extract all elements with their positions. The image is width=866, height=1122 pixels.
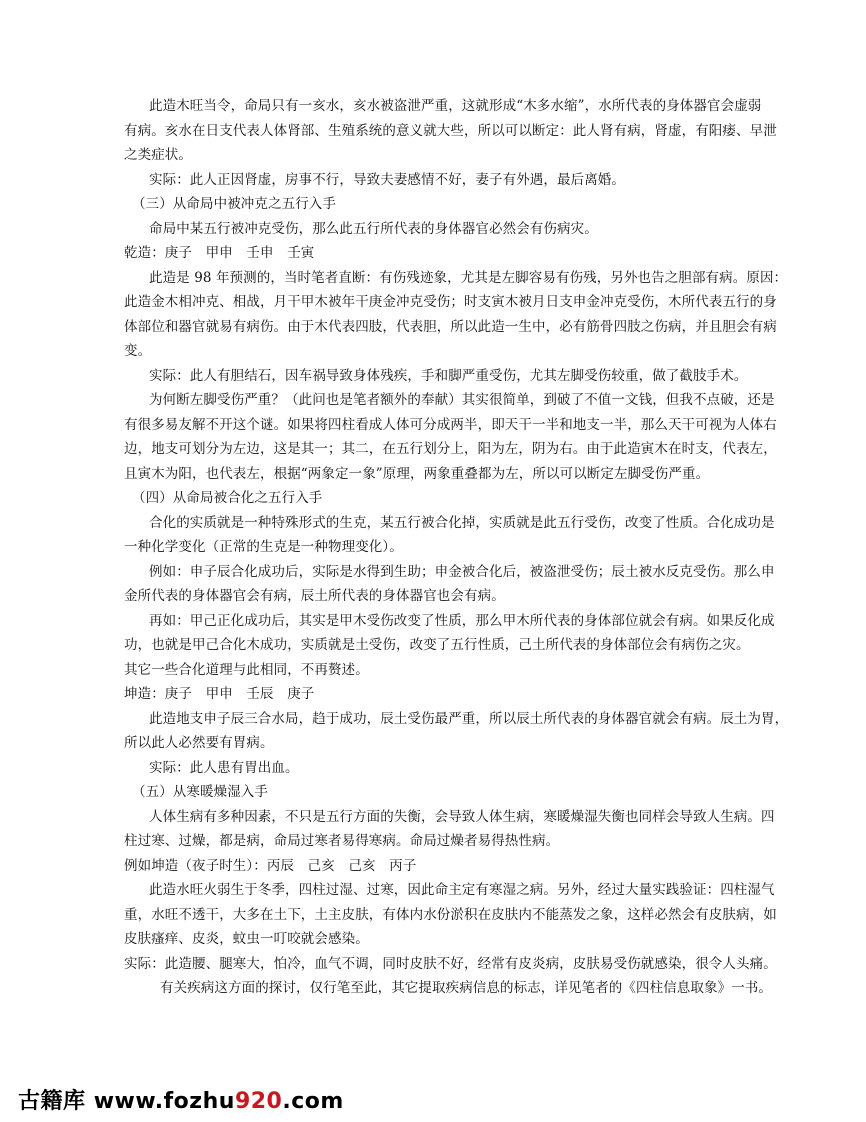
text-line: 一种化学变化（正常的生克是一种物理变化）。 <box>124 539 403 555</box>
site-watermark <box>18 1084 344 1115</box>
text-line: 命局中某五行被冲克受伤，那么此五行所代表的身体器官必然会有伤病灾。 <box>149 220 598 237</box>
text-line: 所以此人必然要有胃病。 <box>124 735 274 751</box>
text-line: 实际：此造腰、腿寒大，怕冷，血气不调，同时皮肤不好，经常有皮炎病，皮肤易受伤就感染，很令人头痛。 <box>124 955 777 972</box>
section-heading: （五）从寒暖燥湿入手 <box>132 784 268 800</box>
text-line: 人体生病有多种因素，不只是五行方面的失衡，会导致人体生病，寒暖燥湿失衡也同样会导致人生病。四 <box>149 808 775 825</box>
section-heading: （四）从命局被合化之五行入手 <box>132 490 323 506</box>
text-line: 金所代表的身体器官会有病，辰土所代表的身体器官也会有病。 <box>124 588 505 604</box>
text-line: 例如：申子辰合化成功后，实际是水得到生助；申金被合化后，被盗泄受伤；辰土被水反克受伤。那么申 <box>149 563 775 580</box>
section-heading: （三）从命局中被冲克之五行入手 <box>132 196 336 212</box>
text-line: 实际：此人有胆结石，因车祸导致身体残疾，手和脚严重受伤，尤其左脚受伤较重，做了截肢手术。 <box>149 367 748 384</box>
text-line: 其它一些合化道理与此相同，不再赘述。 <box>124 661 369 678</box>
text-line: 为何断左脚受伤严重？（此问也是笔者额外的奉献）其实很简单，到破了不值一文钱，但我不点破，还是 <box>149 392 775 408</box>
text-line: 坤造：庚子 甲申 壬辰 庚子 <box>124 686 315 702</box>
text-line: 之类症状。 <box>124 147 192 163</box>
text-line: 实际：此人患有胃出血。 <box>149 759 299 776</box>
text-line: 边，地支可划分为左边，这是其一；其二，在五行划分上，阳为左，阴为右。由于此造寅木在时支，代表左， <box>124 441 777 457</box>
text-line: 实际：此人正因肾虚，房事不行，导致夫妻感情不好，妻子有外遇，最后离婚。 <box>149 171 625 188</box>
watermark-site-name: 古籍库 <box>18 1089 86 1114</box>
watermark-url-suffix: .com <box>282 1089 344 1114</box>
document-body <box>124 94 789 1001</box>
text-line: 此造是 98 年预测的，当时笔者直断：有伤残迹象，尤其是左脚容易有伤残，另外也告之胆部有病。原因： <box>149 269 788 286</box>
text-line: 柱过寒、过燥，都是病，命局过寒者易得寒病。命局过燥者易得热性病。 <box>124 833 560 849</box>
text-line: 再如：甲己正化成功后，其实是甲木受伤改变了性质，那么甲木所代表的身体部位就会有病。如果反化成 <box>149 612 775 629</box>
text-line: 此造木旺当令，命局只有一亥水，亥水被盗泄严重，这就形成“木多水缩”，水所代表的身体器官会虚弱 <box>149 98 762 114</box>
text-line: 有关疾病这方面的探讨，仅行笔至此，其它提取疾病信息的标志，详见笔者的《四柱信息取象》一书。 <box>160 980 772 996</box>
text-line: 此造地支申子辰三合水局，趋于成功，辰土受伤最严重，所以辰土所代表的身体器官就会有病。辰土为胃， <box>149 710 789 727</box>
text-line: 有很多易友解不开这个谜。如果将四柱看成人体可分成两半，即天干一半和地支一半，那么天干可视为人体右 <box>124 416 777 433</box>
text-line: 有病。亥水在日支代表人体肾部、生殖系统的意义就大些，所以可以断定：此人肾有病，肾虚，有阳痿、早泄 <box>124 122 777 139</box>
watermark-url-prefix: www.fozhu <box>93 1089 235 1114</box>
text-line: 皮肤瘙痒、皮炎，蚊虫一叮咬就会感染。 <box>124 931 369 947</box>
text-line: 体部位和器官就易有病伤。由于木代表四肢，代表胆，所以此造一生中，必有筋骨四肢之伤病，并且胆会有病 <box>124 318 777 335</box>
text-line: 变。 <box>124 343 152 359</box>
text-line: 此造金木相冲克、相战，月干甲木被年干庚金冲克受伤；时支寅木被月日支申金冲克受伤，木所代表五行的身 <box>124 294 777 310</box>
text-line: 此造水旺火弱生于冬季，四柱过湿、过寒，因此命主定有寒湿之病。另外，经过大量实践验证：四柱湿气 <box>149 882 775 898</box>
text-line: 功，也就是甲己合化木成功，实质就是土受伤，改变了五行性质，己土所代表的身体部位会有病伤之灾。 <box>124 637 750 653</box>
text-line: 合化的实质就是一种特殊形式的生克，某五行被合化掉，实质就是此五行受伤，改变了性质。合化成功是 <box>149 514 775 531</box>
text-line: 例如坤造（夜子时生）：丙辰 己亥 己亥 丙子 <box>124 857 417 874</box>
text-line: 重，水旺不透干，大多在土下，土主皮肤，有体内水份淤积在皮肤内不能蒸发之象，这样必然会有皮肤病，如 <box>124 906 777 923</box>
text-line: 乾造：庚子 甲申 壬申 壬寅 <box>124 245 315 261</box>
text-line: 且寅木为阳，也代表左，根据“两象定一象”原理，两象重叠都为左，所以可以断定左脚受伤严重。 <box>124 465 710 482</box>
watermark-url-number: 920 <box>234 1089 283 1114</box>
